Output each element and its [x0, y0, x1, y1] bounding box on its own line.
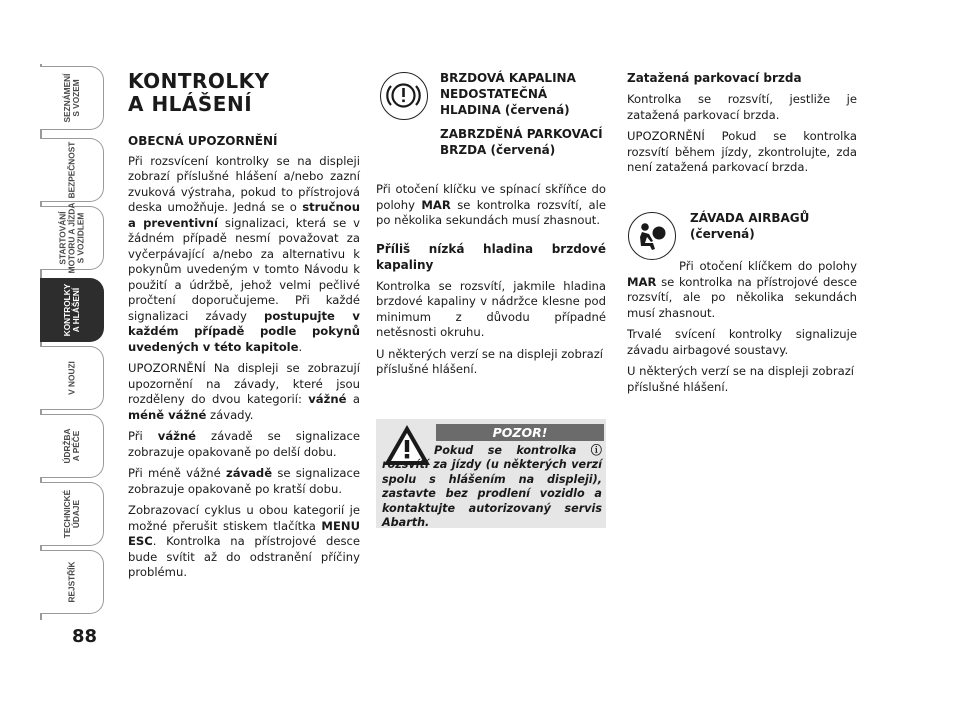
right-column-top [627, 70, 857, 182]
tab-label: BEZPEČNOST [66, 141, 76, 199]
paragraph: Při otočení klíčku ve spínací skříňce do polohy MAR se kontrolka rozsvítí, ale po několika sekundách musí zhasnout. [376, 182, 606, 227]
right-column-bottom [627, 259, 857, 401]
paragraph: UPOZORNĚNÍ Pokud se kontrolka rozsvítí během jízdy, zkontrolujte, zda není zatažená parkovací brzda. [627, 129, 857, 174]
tab-label: STARTOVÁNÍ MOTORU A JÍZDA S VOZIDLEM [57, 202, 85, 274]
tab-udrzba[interactable] [40, 414, 104, 478]
paragraph: U některých verzí se na displeji zobrazí příslušné hlášení. [627, 364, 855, 394]
page-title: KONTROLKY A HLÁŠENÍ [128, 69, 270, 116]
brake-small-icon: ⓘ [590, 444, 602, 457]
brake-warning-icon [380, 72, 428, 120]
tab-v-nouzi[interactable] [40, 346, 104, 410]
brake-fluid-heading: BRZDOVÁ KAPALINA NEDOSTATEČNÁ HLADINA (červená) [440, 71, 576, 117]
middle-column [376, 182, 606, 384]
paragraph: U některých verzí se na displeji zobrazí příslušné hlášení. [376, 346, 604, 376]
tab-technicke-udaje[interactable] [40, 482, 104, 546]
page-number: 88 [72, 626, 98, 647]
airbag-heading: ZÁVADA AIRBAGŮ (červená) [690, 211, 810, 241]
tab-label: REJSTŘÍK [66, 561, 76, 603]
tab-label: KONTROLKY A HLÁŠENÍ [61, 283, 81, 337]
paragraph: UPOZORNĚNÍ Na displeji se zobrazují upozornění na závady, které jsou rozděleny do dvou kategorií: vážné a méně vážné závady. [128, 361, 360, 422]
paragraph: Při vážné závadě se signalizace zobrazuje opakovaně po delší dobu. [128, 429, 360, 459]
warning-label: POZOR! [436, 424, 604, 441]
paragraph: Při otočení klíčkem do polohy MAR se kontrolka na přístrojové desce rozsvítí, ale po několika sekundách musí zhasnout. [627, 259, 857, 320]
tab-label: ÚDRŽBA A PÉČE [61, 428, 81, 464]
tab-startovani[interactable] [40, 202, 104, 274]
paragraph: Při méně vážné závadě se signalizace zobrazuje opakovaně po kratší dobu. [128, 466, 360, 496]
tab-bezpecnost[interactable] [40, 138, 104, 202]
tab-label: SEZNÁMENÍ S VOZEM [61, 73, 81, 123]
tab-seznameni[interactable] [40, 66, 104, 130]
tab-kontrolky[interactable] [40, 278, 104, 342]
tab-label: TECHNICKÉ ÚDAJE [61, 489, 81, 539]
airbag-warning-icon [628, 212, 676, 260]
paragraph: Trvalé svícení kontrolky signalizuje závadu airbagové soustavy. [627, 327, 857, 357]
paragraph: Při rozsvícení kontrolky se na displeji zobrazí příslušné hlášení a/nebo zazní zvuková výstraha, pokud to přístrojová deska umožňuje. Jedná se o stručnou a preventivní signalizaci, která se v žádném případě nesmí považovat za vyčerpávající a/nebo za alternativu k pokynům uvedeným v tomto Návodu k použití a údržbě, jehož velmi pečlivé pročtení doporučujeme. Při každé signalizaci závady postupujte v každém případě podle pokynů uvedených v této kapitole. [128, 153, 360, 354]
tab-label: V NOUZI [66, 361, 76, 395]
paragraph: Zobrazovací cyklus u obou kategorií je možné přerušit stiskem tlačítka MENU ESC. Kontrolka na přístrojové desce bude svítit až do odstranění příčiny problému. [128, 503, 360, 579]
parking-brake-subheading: Zatažená parkovací brzda [627, 71, 802, 85]
section-subtitle: OBECNÁ UPOZORNĚNÍ [128, 134, 278, 148]
paragraph: Kontrolka se rozsvítí, jestliže je zatažená parkovací brzda. [627, 92, 857, 122]
warning-text: Pokud se kontrolka ⓘ rozsvítí za jízdy (u některých verzí spolu s hlášením na displeji), zastavte bez prodlení vozidlo a kontaktujte autorizovaný servis Abarth. [382, 444, 602, 530]
tab-rejstrik[interactable] [40, 550, 104, 614]
left-column [128, 70, 360, 587]
parking-brake-heading: ZABRZDĚNÁ PARKOVACÍ BRZDA (červená) [440, 127, 603, 157]
paragraph: Kontrolka se rozsvítí, jakmile hladina brzdové kapaliny v nádržce klesne pod minimum z důvodu případné netěsnosti okruhu. [376, 278, 606, 339]
brake-fluid-subheading: Příliš nízká hladina brzdové kapaliny [376, 241, 606, 272]
